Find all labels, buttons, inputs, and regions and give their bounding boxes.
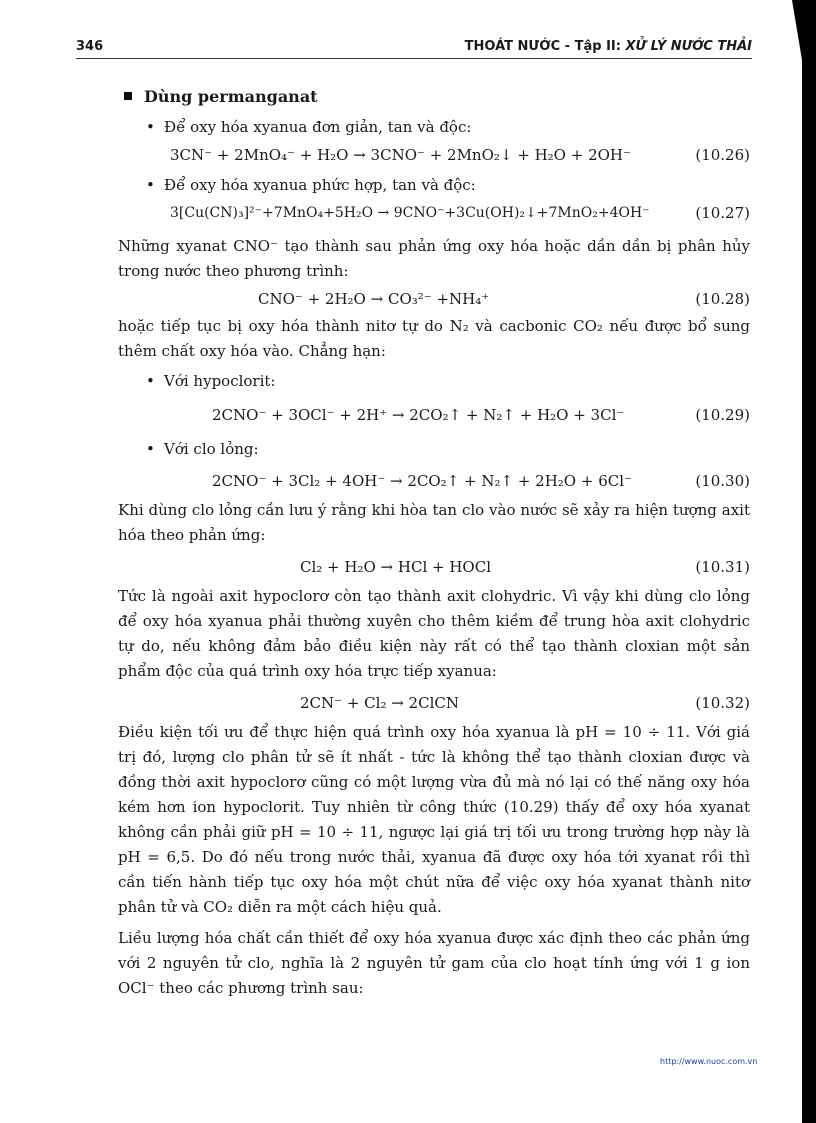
equation-number: (10.29) <box>695 406 750 424</box>
paragraph: Khi dùng clo lỏng cần lưu ý rằng khi hòa tan clo vào nước sẽ xảy ra hiện tượng axit hóa theo phản ứng: <box>118 501 750 544</box>
equation <box>120 462 750 498</box>
equation-number: (10.32) <box>695 694 750 712</box>
equation-number: (10.31) <box>695 558 750 576</box>
paragraph: Tức là ngoài axit hypoclorơ còn tạo thành axit clohydric. Vì vậy khi dùng clo lỏng để oxy hóa xyanua phải thường xuyên cho thêm kiềm để trung hòa axit clohydric tự do, nếu không đảm bảo điều kiện này rất có thể tạo thành cloxian một sản phẩm độc của quá trình oxy hóa trực tiếp xyanua: <box>118 587 750 680</box>
footer-url[interactable]: http://www.nuoc.com.vn <box>660 1057 758 1066</box>
running-title <box>465 39 752 54</box>
equation-number: (10.30) <box>695 472 750 490</box>
equation <box>120 684 750 720</box>
paragraph: Liều lượng hóa chất cần thiết để oxy hóa xyanua được xác định theo các phản ứng với 2 nguyên tử clo, nghĩa là 2 nguyên tử gam của clo hoạt tính ứng với 1 g ion OCl⁻ theo các phương trình sau: <box>118 929 750 997</box>
paragraph: Những xyanat CNO⁻ tạo thành sau phản ứng oxy hóa hoặc dần dần bị phân hủy trong nước theo phương trình: <box>118 237 750 280</box>
equation-formula: 2CN⁻ + Cl₂ → 2ClCN <box>300 694 459 712</box>
bullet-item <box>146 368 750 394</box>
section-heading-text: Dùng permanganat <box>144 87 318 106</box>
bullet-dot-icon: • <box>146 440 155 458</box>
equation <box>120 198 750 228</box>
running-title-italic: XỬ LÝ NƯỚC THẢI <box>625 39 752 54</box>
equation <box>120 548 750 584</box>
bullet-text: Với clo lỏng: <box>164 440 259 458</box>
equation-formula: 2CNO⁻ + 3Cl₂ + 4OH⁻ → 2CO₂↑ + N₂↑ + 2H₂O + 6Cl⁻ <box>212 472 632 490</box>
bullet-text: Với hypoclorit: <box>164 372 276 390</box>
page-content <box>120 84 750 1001</box>
equation-number: (10.27) <box>695 204 750 222</box>
bullet-text: Để oxy hóa xyanua phức hợp, tan và độc: <box>164 176 476 194</box>
equation-formula: CNO⁻ + 2H₂O → CO₃²⁻ +NH₄⁺ <box>258 290 490 308</box>
equation <box>120 284 750 314</box>
bullet-dot-icon: • <box>146 176 155 194</box>
equation-formula: 2CNO⁻ + 3OCl⁻ + 2H⁺ → 2CO₂↑ + N₂↑ + H₂O + 3Cl⁻ <box>212 406 625 424</box>
paragraph: Điều kiện tối ưu để thực hiện quá trình oxy hóa xyanua là pH = 10 ÷ 11. Với giá trị đó, lượng clo phân tử sẽ ít nhất - tức là không thể tạo thành cloxian được và đồng thời axit hypoclorơ cũng có một lượng vừa đủ mà nó lại có thế năng oxy hóa kém hơn ion hypoclorit. Tuy nhiên từ công thức (10.29) thấy để oxy hóa xyanat không cần phải giữ pH = 10 ÷ 11, ngược lại giá trị tối ưu trong trường hợp này là pH = 6,5. Do đó nếu trong nước thải, xyanua đã được oxy hóa tới xyanat rồi thì cần tiến hành tiếp tục oxy hóa một chút nữa để việc oxy hóa xyanat thành nitơ phân tử và CO₂ diễn ra một cách hiệu quả. <box>118 723 750 916</box>
page-header <box>76 36 752 59</box>
bullet-dot-icon: • <box>146 118 155 136</box>
bullet-item <box>146 172 750 198</box>
equation-formula: 3[Cu(CN)₃]²⁻+7MnO₄+5H₂O → 9CNO⁻+3Cu(OH)₂↓+7MnO₂+4OH⁻ <box>170 205 650 221</box>
equation-number: (10.28) <box>695 290 750 308</box>
section-heading <box>124 84 750 110</box>
page-number: 346 <box>76 39 104 54</box>
equation-formula: 3CN⁻ + 2MnO₄⁻ + H₂O → 3CNO⁻ + 2MnO₂↓ + H₂O + 2OH⁻ <box>170 146 631 164</box>
running-title-text: THOÁT NƯỚC - Tập II: <box>464 39 626 54</box>
equation-formula: Cl₂ + H₂O → HCl + HOCl <box>300 558 492 576</box>
square-bullet-icon <box>124 92 132 100</box>
equation <box>120 394 750 434</box>
equation-number: (10.26) <box>695 146 750 164</box>
bullet-item <box>146 436 750 462</box>
paragraph: hoặc tiếp tục bị oxy hóa thành nitơ tự do N₂ và cacbonic CO₂ nếu được bổ sung thêm chất oxy hóa vào. Chẳng hạn: <box>118 317 750 360</box>
bullet-item <box>146 114 750 140</box>
bullet-text: Để oxy hóa xyanua đơn giản, tan và độc: <box>164 118 472 136</box>
page-edge-bar <box>802 0 816 1123</box>
bullet-dot-icon: • <box>146 372 155 390</box>
equation <box>120 140 750 170</box>
